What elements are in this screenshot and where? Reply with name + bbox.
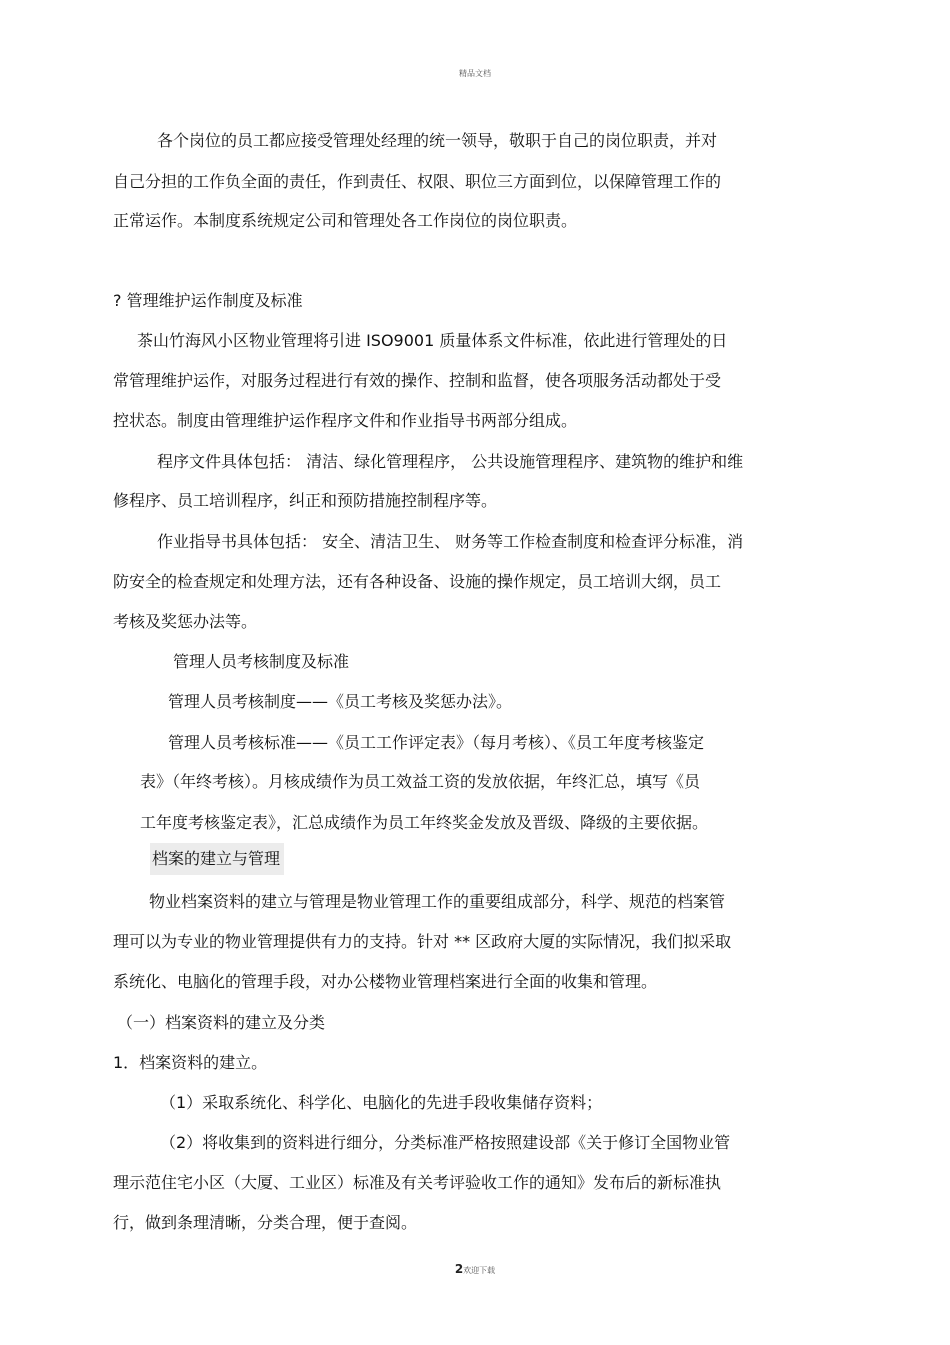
body-text-line: 各个岗位的员工都应接受管理处经理的统一领导，敬职于自己的岗位职责，并对 [157,131,718,150]
section-heading: ? 管理维护运作制度及标准 [113,291,303,310]
body-text-line: 自己分担的工作负全面的责任，作到责任、权限、职位三方面到位，以保障管理工作的 [113,172,722,191]
section-heading-highlighted: 档案的建立与管理 [150,843,284,875]
header-watermark: 精品文档 [459,69,491,78]
page-number: 2 [454,1262,464,1276]
body-text-line: 常管理维护运作，对服务过程进行有效的操作、控制和监督，使各项服务活动都处于受 [113,371,722,390]
subsection-heading: （一）档案资料的建立及分类 [117,1013,326,1032]
numbered-item: 1．档案资料的建立。 [113,1053,268,1072]
body-text-line: 管理人员考核制度——《员工考核及奖惩办法》。 [168,692,513,711]
body-text-line: 程序文件具体包括： 清洁、绿化管理程序， 公共设施管理程序、建筑物的维护和维 [157,452,744,471]
body-text-line: 行，做到条理清晰，分类合理，便于查阅。 [113,1213,418,1232]
body-text-line: 理可以为专业的物业管理提供有力的支持。针对 ** 区政府大厦的实际情况，我们拟采取 [113,932,732,951]
body-text-line: 茶山竹海风小区物业管理将引进 ISO9001 质量体系文件标准，依此进行管理处的日 [137,331,728,350]
body-text-line: 物业档案资料的建立与管理是物业管理工作的重要组成部分，科学、规范的档案管 [149,892,726,911]
footer-watermark: 欢迎下载 [463,1266,496,1275]
body-text-line: 修程序、员工培训程序，纠正和预防措施控制程序等。 [113,491,498,510]
body-text-line: 理示范住宅小区（大厦、工业区）标准及有关考评验收工作的通知》发布后的新标准执 [113,1173,722,1192]
body-text-line: 管理人员考核标准——《员工工作评定表》（每月考核）、《员工年度考核鉴定 [168,733,705,752]
body-text-line: 正常运作。本制度系统规定公司和管理处各工作岗位的岗位职责。 [113,211,578,230]
numbered-subitem: （1）采取系统化、科学化、电脑化的先进手段收集储存资料； [160,1093,603,1112]
body-text-line: 考核及奖惩办法等。 [113,612,258,631]
section-heading: 管理人员考核制度及标准 [173,652,350,671]
body-text-line: 控状态。制度由管理维护运作程序文件和作业指导书两部分组成。 [113,411,578,430]
body-text-line: 作业指导书具体包括： 安全、清洁卫生、 财务等工作检查制度和检查评分标准，消 [157,532,744,551]
page-footer [0,1262,950,1276]
body-text-line: 防安全的检查规定和处理方法，还有各种设备、设施的操作规定，员工培训大纲，员工 [113,572,722,591]
body-text-line: 系统化、电脑化的管理手段，对办公楼物业管理档案进行全面的收集和管理。 [113,972,658,991]
numbered-subitem: （2）将收集到的资料进行细分，分类标准严格按照建设部《关于修订全国物业管 [160,1133,731,1152]
body-text-line: 表》（年终考核）。月核成绩作为员工效益工资的发放依据，年终汇总，填写《员 [140,772,701,791]
body-text-line: 工年度考核鉴定表》，汇总成绩作为员工年终奖金发放及晋级、降级的主要依据。 [140,813,709,832]
